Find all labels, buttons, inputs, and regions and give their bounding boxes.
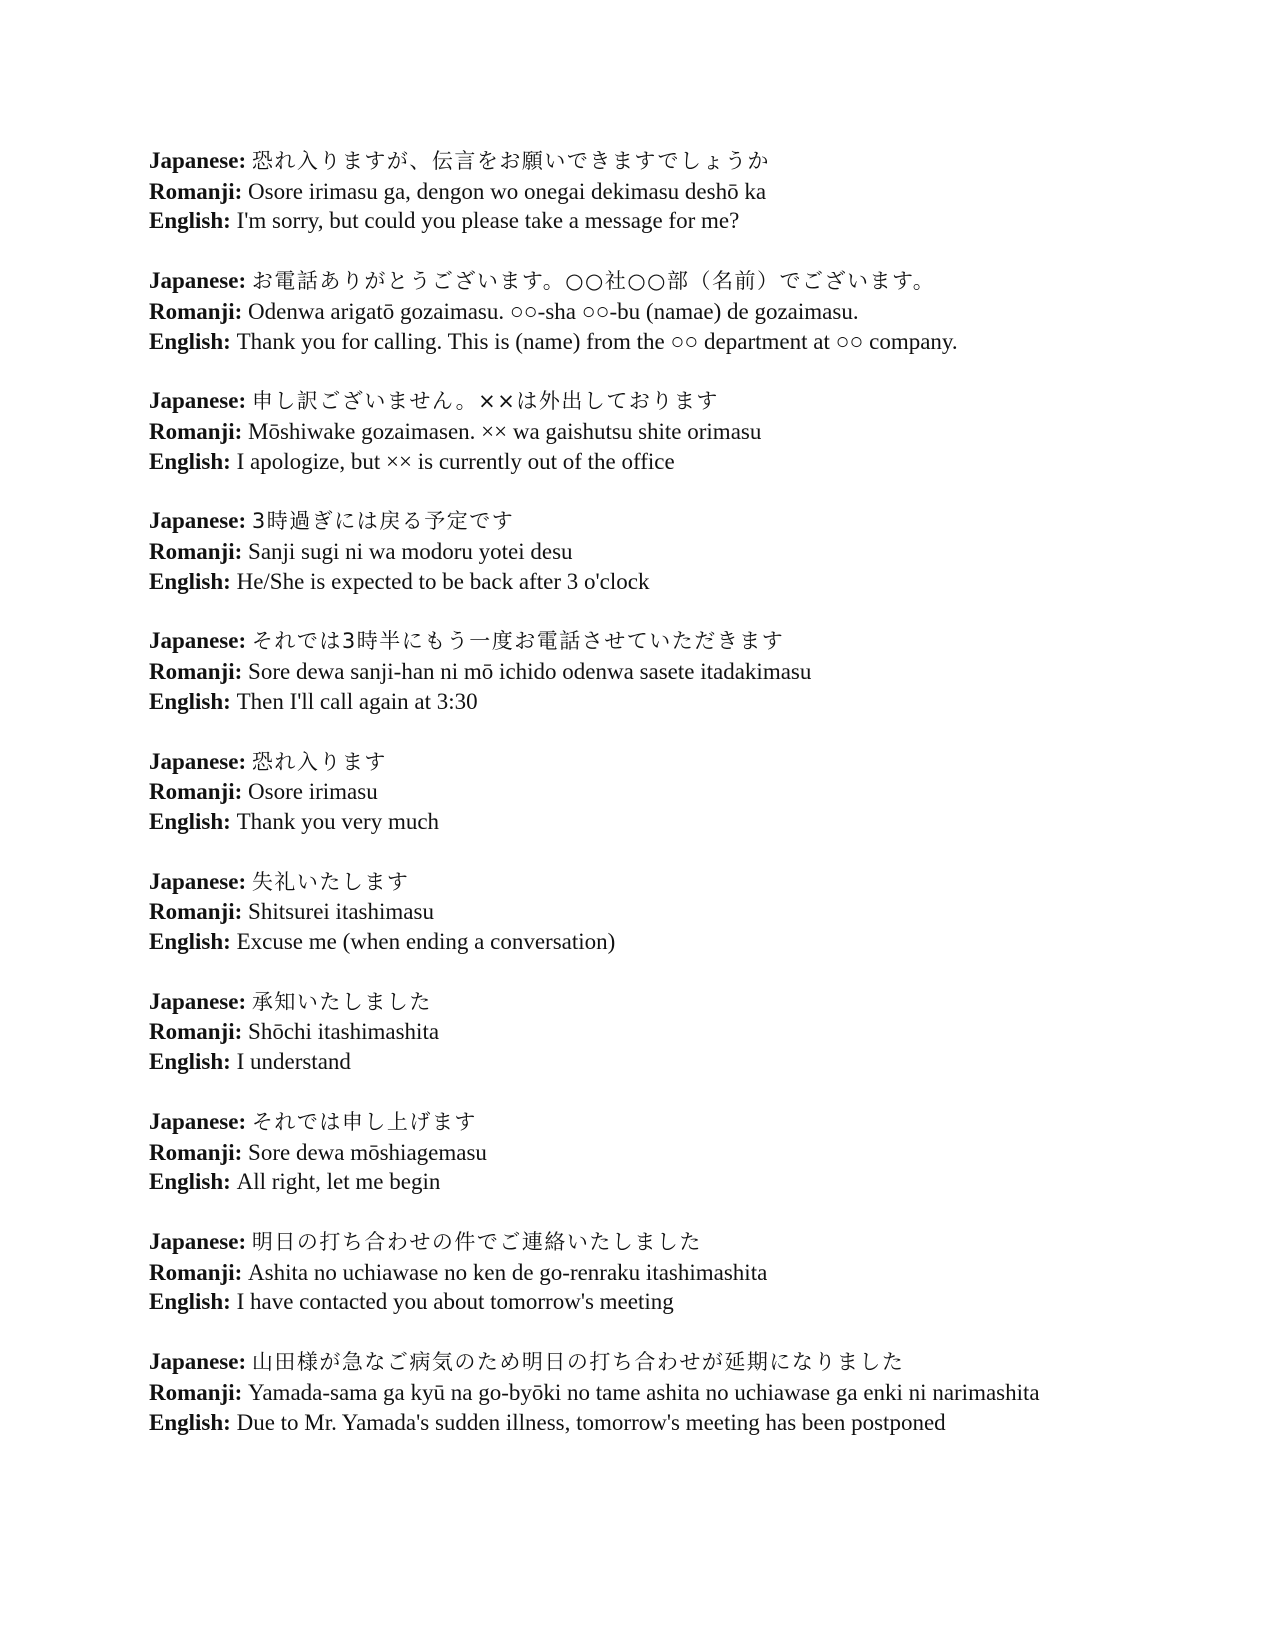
romanji-line bbox=[149, 1138, 1209, 1168]
romanji-line bbox=[149, 777, 1209, 807]
japanese-label: Japanese: bbox=[149, 1108, 252, 1134]
english-label: English: bbox=[149, 568, 237, 594]
romanji-label: Romanji: bbox=[149, 1379, 249, 1405]
japanese-text: 3時過ぎには戻る予定です bbox=[251, 509, 515, 534]
japanese-text: 承知いたしました bbox=[251, 989, 432, 1014]
english-line bbox=[149, 206, 1209, 236]
japanese-text: 恐れ入りますが、伝言をお願いできますでしょうか bbox=[251, 149, 771, 173]
japanese-line bbox=[149, 747, 1209, 778]
japanese-label: Japanese: bbox=[149, 868, 252, 894]
english-label: English: bbox=[149, 328, 237, 354]
romanji-text: Yamada-sama ga kyū na go-byōki no tame ashita no uchiawase ga enki ni narimashita bbox=[248, 1379, 1040, 1405]
romanji-label: Romanji: bbox=[149, 1259, 249, 1285]
english-line bbox=[149, 567, 1209, 597]
japanese-line bbox=[149, 987, 1209, 1018]
phrase-entry bbox=[149, 747, 1209, 837]
romanji-label: Romanji: bbox=[149, 659, 249, 685]
japanese-text: それでは申し上げます bbox=[251, 1109, 477, 1134]
english-text: Thank you for calling. This is (name) from the ○○ department at ○○ company. bbox=[236, 328, 958, 354]
romanji-text: Osore irimasu ga, dengon wo onegai dekimasu deshō ka bbox=[248, 178, 767, 204]
japanese-line bbox=[149, 867, 1209, 898]
romanji-text: Ashita no uchiawase no ken de go-renraku itashimashita bbox=[248, 1259, 768, 1285]
phrase-entry bbox=[149, 987, 1209, 1077]
japanese-text: 山田様が急なご病気のため明日の打ち合わせが延期になりました bbox=[251, 1350, 905, 1375]
phrase-entry bbox=[149, 626, 1209, 716]
romanji-label: Romanji: bbox=[149, 178, 249, 204]
phrase-entry bbox=[149, 146, 1209, 236]
japanese-label: Japanese: bbox=[149, 268, 252, 294]
japanese-label: Japanese: bbox=[149, 748, 252, 774]
romanji-line bbox=[149, 1017, 1209, 1047]
japanese-text: 失礼いたします bbox=[251, 869, 410, 894]
english-label: English: bbox=[149, 808, 237, 834]
romanji-label: Romanji: bbox=[149, 779, 249, 805]
english-label: English: bbox=[149, 1049, 237, 1075]
japanese-label: Japanese: bbox=[149, 628, 252, 654]
romanji-label: Romanji: bbox=[149, 298, 249, 324]
japanese-text: それでは3時半にもう一度お電話させていただきます bbox=[251, 629, 785, 654]
romanji-label: Romanji: bbox=[149, 899, 249, 925]
romanji-line bbox=[149, 657, 1209, 687]
japanese-label: Japanese: bbox=[149, 148, 252, 173]
romanji-line bbox=[149, 297, 1209, 327]
phrase-entry bbox=[149, 1107, 1209, 1197]
romanji-label: Romanji: bbox=[149, 539, 249, 565]
phrase-entry bbox=[149, 1227, 1209, 1317]
japanese-line bbox=[149, 1107, 1209, 1138]
english-line bbox=[149, 1167, 1209, 1197]
phrase-entry bbox=[149, 506, 1209, 596]
romanji-line bbox=[149, 1258, 1209, 1288]
english-text: Due to Mr. Yamada's sudden illness, tomorrow's meeting has been postponed bbox=[236, 1409, 946, 1435]
english-text: I understand bbox=[236, 1049, 351, 1075]
japanese-line bbox=[149, 266, 1209, 297]
english-text: I'm sorry, but could you please take a message for me? bbox=[236, 208, 740, 234]
japanese-text: 恐れ入ります bbox=[251, 749, 387, 774]
romanji-label: Romanji: bbox=[149, 1139, 249, 1165]
romanji-text: Sanji sugi ni wa modoru yotei desu bbox=[248, 539, 573, 565]
phrase-entry bbox=[149, 266, 1209, 356]
romanji-line bbox=[149, 537, 1209, 567]
romanji-text: Shitsurei itashimasu bbox=[248, 899, 434, 925]
japanese-line bbox=[149, 146, 1209, 177]
japanese-label: Japanese: bbox=[149, 388, 252, 414]
english-label: English: bbox=[149, 688, 237, 714]
english-text: I have contacted you about tomorrow's meeting bbox=[236, 1289, 674, 1315]
phrase-entry bbox=[149, 867, 1209, 957]
japanese-text: 申し訳ございません。××は外出しております bbox=[251, 389, 719, 414]
romanji-line bbox=[149, 177, 1209, 207]
japanese-line bbox=[149, 506, 1209, 537]
romanji-text: Sore dewa sanji-han ni mō ichido odenwa sasete itadakimasu bbox=[248, 659, 812, 685]
japanese-text: お電話ありがとうございます。○○社○○部（名前）でございます。 bbox=[251, 269, 936, 294]
phrase-entry bbox=[149, 386, 1209, 476]
english-label: English: bbox=[149, 1409, 237, 1435]
romanji-line bbox=[149, 897, 1209, 927]
english-label: English: bbox=[149, 208, 237, 234]
japanese-text: 明日の打ち合わせの件でご連絡いたしました bbox=[251, 1229, 702, 1254]
japanese-line bbox=[149, 1227, 1209, 1258]
english-line bbox=[149, 327, 1209, 357]
english-line bbox=[149, 1408, 1209, 1438]
phrase-entry bbox=[149, 1347, 1209, 1437]
english-line bbox=[149, 927, 1209, 957]
japanese-label: Japanese: bbox=[149, 508, 252, 534]
romanji-line bbox=[149, 1378, 1209, 1408]
english-label: English: bbox=[149, 1169, 237, 1195]
romanji-text: Mōshiwake gozaimasen. ×× wa gaishutsu shite orimasu bbox=[248, 418, 762, 444]
english-label: English: bbox=[149, 1289, 237, 1315]
english-text: Thank you very much bbox=[236, 808, 440, 834]
romanji-label: Romanji: bbox=[149, 418, 249, 444]
english-label: English: bbox=[149, 448, 237, 474]
english-line bbox=[149, 1047, 1209, 1077]
romanji-text: Osore irimasu bbox=[248, 779, 378, 805]
romanji-label: Romanji: bbox=[149, 1019, 249, 1045]
phrase-list bbox=[149, 146, 1209, 1437]
japanese-label: Japanese: bbox=[149, 1349, 252, 1375]
english-label: English: bbox=[149, 929, 237, 955]
japanese-line bbox=[149, 386, 1209, 417]
romanji-text: Odenwa arigatō gozaimasu. ○○-sha ○○-bu (namae) de gozaimasu. bbox=[248, 298, 859, 324]
japanese-label: Japanese: bbox=[149, 1228, 252, 1254]
english-line bbox=[149, 1287, 1209, 1317]
romanji-text: Sore dewa mōshiagemasu bbox=[248, 1139, 487, 1165]
japanese-line bbox=[149, 626, 1209, 657]
english-text: Excuse me (when ending a conversation) bbox=[236, 929, 616, 955]
english-text: He/She is expected to be back after 3 o'clock bbox=[236, 568, 650, 594]
romanji-line bbox=[149, 417, 1209, 447]
english-line bbox=[149, 447, 1209, 477]
document-page bbox=[149, 146, 1209, 1467]
japanese-label: Japanese: bbox=[149, 988, 252, 1014]
english-line bbox=[149, 687, 1209, 717]
english-text: Then I'll call again at 3:30 bbox=[236, 688, 478, 714]
english-text: All right, let me begin bbox=[236, 1169, 441, 1195]
english-line bbox=[149, 807, 1209, 837]
romanji-text: Shōchi itashimashita bbox=[248, 1019, 440, 1045]
english-text: I apologize, but ×× is currently out of the office bbox=[236, 448, 675, 474]
japanese-line bbox=[149, 1347, 1209, 1378]
